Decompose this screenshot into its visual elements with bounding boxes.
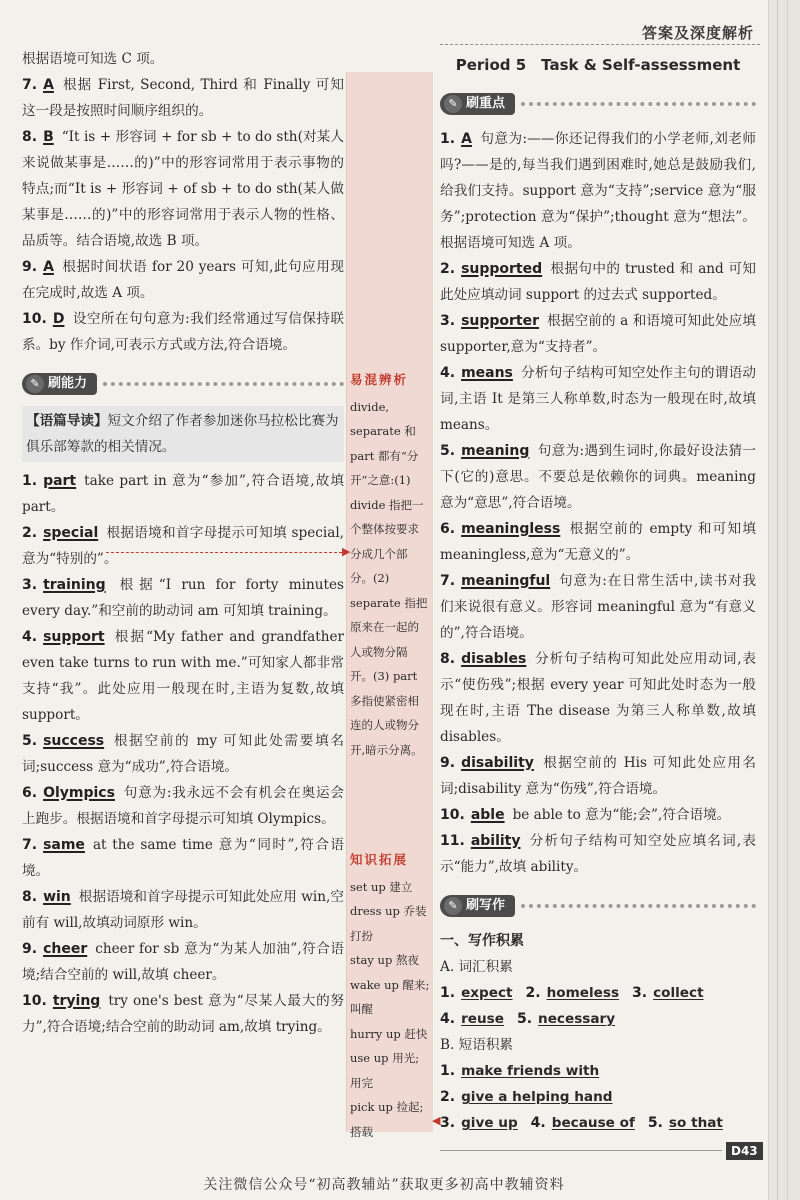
answer-item: 3. training 根据“I run for forty minutes every day.”和空前的助动词 am 可知填 training。	[22, 577, 344, 619]
answer-item: 7. meaningful 句意为:在日常生活中,读书对我们来说很有意义。形容词 meaningful 意为“有意义的”,符合语境。	[440, 573, 756, 641]
section-header-ability	[22, 368, 344, 400]
section-header-writing	[440, 890, 756, 922]
phrase-line: 2. give a helping hand	[440, 1089, 613, 1105]
phrase-entry: pick up 捡起;搭载	[350, 1100, 424, 1139]
answer-item: 2. special 根据语境和首字母提示可知填 special,意为“特别的”。	[22, 525, 344, 567]
dotted-divider	[521, 904, 756, 908]
period-title: Period 5 Task & Self-assessment	[455, 56, 741, 74]
answer-item: 3. supporter 根据空前的 a 和语境可知此处应填 supporter,意为“支持者”。	[440, 313, 756, 355]
pen-icon: ✎	[26, 375, 44, 393]
answer-item: 10. D 设空所在句句意为:我们经常通过写信保持联系。by 作介词,可表示方式或方法,符合语境。	[22, 311, 344, 353]
phrase-entry: dress up 乔装打扮	[350, 904, 427, 943]
answer-item: 6. Olympics 句意为:我永远不会有机会在奥运会上跑步。根据语境和首字母提示可知填 Olympics。	[22, 785, 344, 827]
answer-item: 5. meaning 句意为:遇到生词时,你最好设法猜一下(它的)意思。不要总是依赖你的词典。meaning 意为“意思”,符合语境。	[440, 443, 756, 511]
section-header-key-points	[440, 88, 756, 120]
answer-item: 4. means 分析句子结构可知空处作主句的谓语动词,主语 It 是第三人称单数,时态为一般现在时,故填 means。	[440, 365, 756, 433]
passage-guide-text: 短文介绍了作者参加迷你马拉松比赛为俱乐部筹款的相关情况。	[26, 413, 339, 455]
answer-item: 9. cheer cheer for sb 意为“为某人加油”,符合语境;结合空前的 will,故填 cheer。	[22, 941, 344, 983]
page-number-line	[440, 1150, 722, 1151]
left-column	[22, 46, 344, 1040]
answer-item: 6. meaningless 根据空前的 empty 和可知填 meaningless,意为“无意义的”。	[440, 521, 756, 563]
phrase-entry: set up 建立	[350, 879, 413, 894]
vocab-line: 1. expect 2. homeless 3. collect	[440, 985, 704, 1001]
phrase-heading: B. 短语积累	[440, 1037, 514, 1053]
phrase-entry: wake up 醒来;叫醒	[350, 977, 430, 1016]
dotted-divider	[103, 382, 344, 386]
knowledge-expansion-title: 知识拓展	[350, 852, 409, 867]
answer-item: 9. A 根据时间状语 for 20 years 可知,此句应用现在完成时,故选 A 项。	[22, 259, 344, 301]
dotted-divider	[521, 102, 756, 106]
section-badge: ✎ 刷能力	[22, 373, 97, 395]
answer-item: 7. A 根据 First, Second, Third 和 Finally 可知这一段是按照时间顺序组织的。	[22, 77, 344, 119]
pen-icon: ✎	[444, 95, 462, 113]
answer-item: 10. able be able to 意为“能;会”,符合语境。	[440, 807, 731, 823]
answer-item: 2. supported 根据句中的 trusted 和 and 可知此处应填动词 support 的过去式 supported。	[440, 261, 756, 303]
header-title: 答案及深度解析	[641, 24, 754, 42]
writing-heading: 一、写作积累	[440, 933, 524, 949]
answer-item: 1. part take part in 意为“参加”,符合语境,故填 part。	[22, 473, 344, 515]
pointer-arrow-icon: ◀	[432, 1114, 441, 1127]
confusable-words-note	[350, 368, 430, 762]
footer-watermark-text: 关注微信公众号“初高教辅站”获取更多初高中教辅资料	[203, 1177, 565, 1193]
answer-item: 5. success 根据空前的 my 可知此处需要填名词;success 意为“成功”,符合语境。	[22, 733, 344, 775]
confusable-words-text: divide, separate 和 part 都有“分开”之意:(1) divide 指把一个整体按要求分成几个部分。(2) separate 指把原来在一起的人或物分隔开。(3) part 多指使紧密相连的人或物分开,暗示分离。	[350, 399, 428, 757]
page-number: D43	[726, 1142, 763, 1160]
section-badge: ✎ 刷写作	[440, 895, 515, 917]
passage-guide	[22, 406, 344, 462]
header-divider	[440, 44, 760, 45]
answer-item: 9. disability 根据空前的 His 可知此处应用名词;disability 意为“伤残”,符合语境。	[440, 755, 756, 797]
answer-item: 1. A 句意为:——你还记得我们的小学老师,刘老师吗?——是的,每当我们遇到困难时,她总是鼓励我们,给我们支持。support 意为“支持”;service 意为“服务”;protection 意为“保护”;thought 意为“想法”。根据语境可知选 A 项。	[440, 131, 756, 251]
answer-item: 11. ability 分析句子结构可知空处应填名词,表示“能力”,故填 ability。	[440, 833, 756, 875]
vocab-heading: A. 词汇积累	[440, 959, 513, 975]
knowledge-expansion-note	[350, 848, 430, 1144]
answer-item: 4. support 根据“My father and grandfather even take turns to run with me.”可知家人都非常支持“我”。此处应用一般现在时,主语为复数,故填 support。	[22, 629, 344, 723]
section-badge: ✎ 刷重点	[440, 93, 515, 115]
vocab-line: 4. reuse 5. necessary	[440, 1011, 616, 1027]
phrase-line: 3. give up 4. because of 5. so that	[440, 1115, 723, 1131]
phrase-entry: use up 用光;用完	[350, 1051, 420, 1090]
right-column	[440, 52, 756, 1136]
answer-item: 10. trying try one's best 意为“尽某人最大的努力”,符合语境;结合空前的助动词 am,故填 trying。	[22, 993, 344, 1035]
phrase-line: 1. make friends with	[440, 1063, 600, 1079]
answer-item: 8. win 根据语境和首字母提示可知此处应用 win,空前有 will,故填动词原形 win。	[22, 889, 344, 931]
answer-item: 8. disables 分析句子结构可知此处应用动词,表示“使伤残”;根据 every year 可知此处时态为一般现在时,主语 The disease 为第三人称单数,故填 disables。	[440, 651, 756, 745]
passage-guide-title: 【语篇导读】	[26, 413, 108, 429]
intro-text: 根据语境可知选 C 项。	[22, 51, 164, 67]
pointer-arrow-icon: ▶	[342, 545, 351, 558]
page-edge	[768, 0, 800, 1200]
confusable-words-title: 易混辨析	[350, 372, 409, 387]
answer-item: 7. same at the same time 意为“同时”,符合语境。	[22, 837, 344, 879]
answer-item: 8. B “It is + 形容词 + for sb + to do sth(对某人来说做某事是……的)”中的形容词常用于表示事物的特点;而“It is + 形容词 + of sb + to do sth(某人做某事是……的)”中的形容词常用于表示人物的性格、品质等。结合语境,故选 B 项。	[22, 129, 344, 249]
phrase-entry: stay up 熬夜	[350, 953, 419, 967]
phrase-entry: hurry up 赶快	[350, 1026, 428, 1041]
pen-icon: ✎	[444, 897, 462, 915]
